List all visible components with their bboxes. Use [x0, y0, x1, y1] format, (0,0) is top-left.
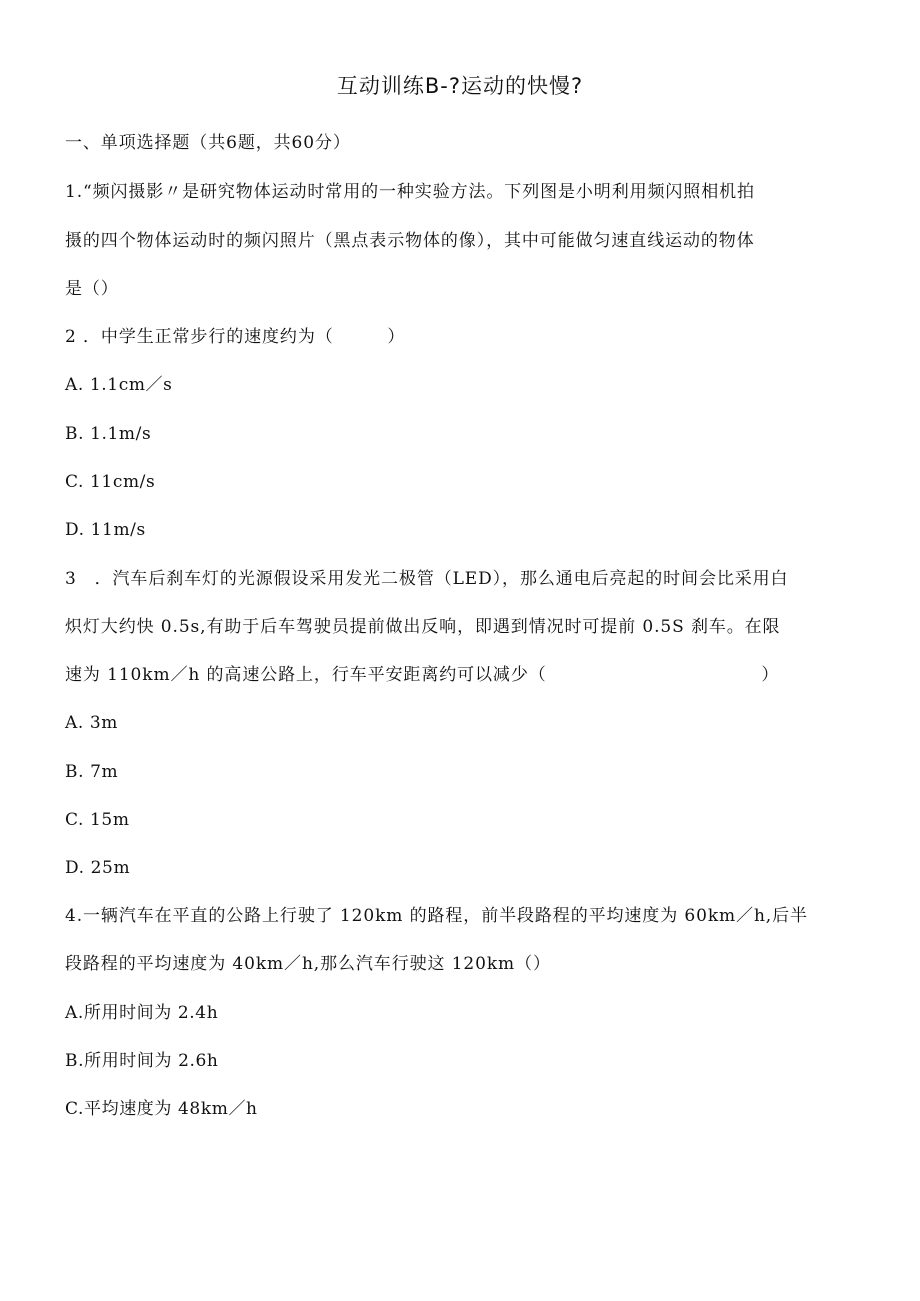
- section-heading: 一、单项选择题（共6题，共60分）: [65, 133, 351, 153]
- question-3-option-a: A. 3m: [65, 713, 119, 733]
- question-4-option-b: B.所用时间为 2.6h: [65, 1051, 219, 1071]
- question-4-line-1: 4.一辆汽车在平直的公路上行驶了 120km 的路程，前半段路程的平均速度为 60km／h,后半: [65, 906, 808, 926]
- question-1-line-1: 1.“频闪摄影〃是研究物体运动时常用的一种实验方法。下列图是小明利用频闪照相机拍: [65, 182, 755, 202]
- question-3-option-b: B. 7m: [65, 762, 119, 782]
- question-1-line-3: 是（）: [65, 279, 119, 299]
- question-3-line-3: 速为 110km／h 的高速公路上，行车平安距离约可以减少（ ）: [65, 665, 780, 685]
- question-2-line-1: 2 ．中学生正常步行的速度约为（ ）: [65, 327, 406, 347]
- question-2-option-b: B. 1.1m/s: [65, 424, 152, 444]
- question-4-line-2: 段路程的平均速度为 40km／h,那么汽车行驶这 120km（）: [65, 954, 551, 974]
- question-2-option-a: A. 1.1cm／s: [65, 375, 173, 395]
- question-3-line-2: 炽灯大约快 0.5s,有助于后车驾驶员提前做出反响，即遇到情况时可提前 0.5S 刹车。在限: [65, 617, 781, 637]
- question-4-option-a: A.所用时间为 2.4h: [65, 1003, 219, 1023]
- question-4-option-c: C.平均速度为 48km／h: [65, 1099, 258, 1119]
- question-3-option-d: D. 25m: [65, 858, 131, 878]
- document-title: 互动训练B-?运动的快慢?: [336, 74, 584, 98]
- question-3-option-c: C. 15m: [65, 810, 130, 830]
- question-2-option-d: D. 11m/s: [65, 520, 146, 540]
- question-3-line-1: 3 ．汽车后刹车灯的光源假设采用发光二极管（LED），那么通电后亮起的时间会比采用白: [65, 569, 789, 589]
- question-1-line-2: 摄的四个物体运动时的频闪照片（黑点表示物体的像），其中可能做匀速直线运动的物体: [65, 231, 755, 251]
- question-2-option-c: C. 11cm/s: [65, 472, 156, 492]
